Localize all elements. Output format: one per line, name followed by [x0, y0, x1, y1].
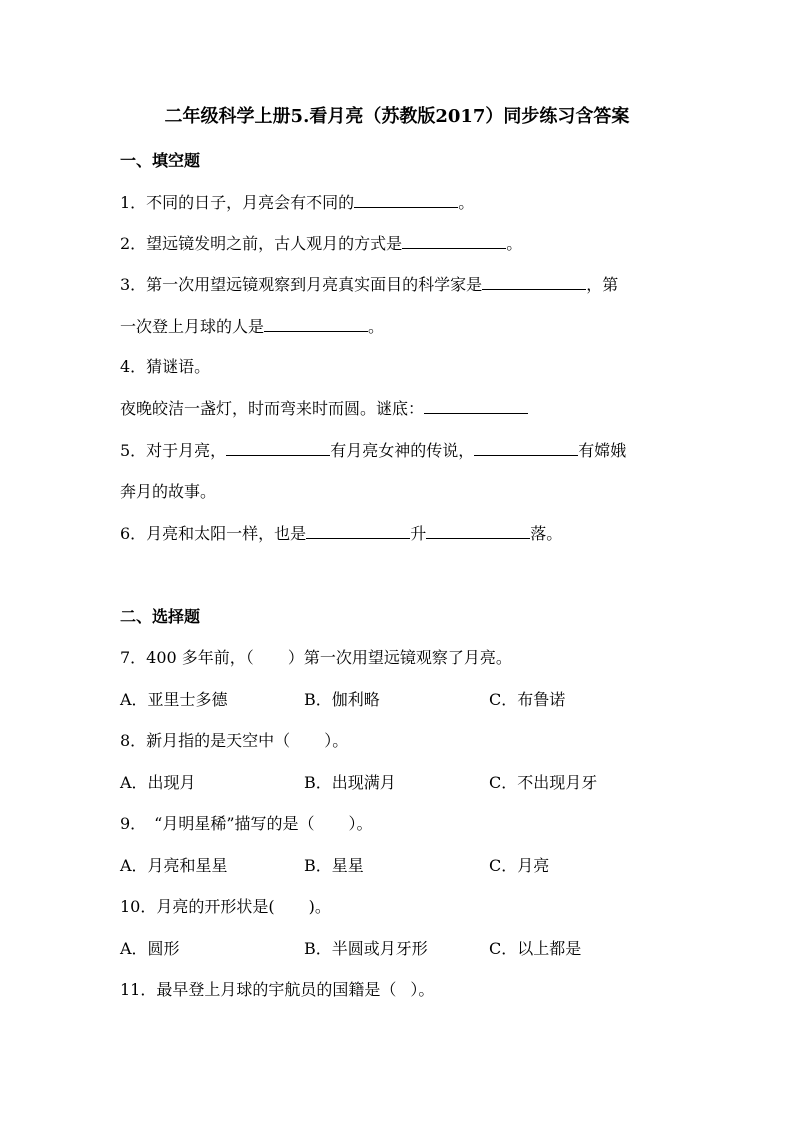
question-text: )。 [308, 897, 331, 916]
answer-blank[interactable] [482, 273, 586, 290]
option-a[interactable]: A．亚里士多德 [120, 690, 228, 709]
option-c[interactable]: C．月亮 [489, 856, 550, 875]
option-c[interactable]: C．布鲁诺 [489, 690, 566, 709]
option-c[interactable]: C．以上都是 [489, 939, 582, 958]
answer-blank[interactable] [426, 522, 530, 539]
question-text: 有嫦娥 [578, 441, 627, 460]
question-1 [120, 191, 474, 214]
option-a[interactable]: A．圆形 [120, 939, 180, 958]
question-4: 4．猜谜语。 [120, 357, 211, 376]
question-text: 5．对于月亮， [120, 441, 227, 460]
question-text: ）第一次用望远镜观察了月亮。 [287, 648, 512, 667]
question-text: 。 [368, 317, 385, 336]
question-text: 10．月亮的开形状是( [120, 897, 275, 916]
answer-blank[interactable] [474, 439, 578, 456]
question-text: ，第 [586, 275, 619, 294]
question-text: 2．望远镜发明之前，古人观月的方式是 [120, 234, 403, 253]
question-11 [120, 979, 434, 1001]
question-text: 8．新月指的是天空中（ [120, 731, 291, 750]
document-title: 二年级科学上册5.看月亮（苏教版2017）同步练习含答案 [164, 106, 630, 127]
section-heading-fill-in: 一、填空题 [120, 151, 201, 170]
option-a[interactable]: A．出现月 [120, 773, 196, 792]
question-2 [120, 232, 522, 255]
option-a[interactable]: A．月亮和星星 [120, 856, 228, 875]
question-7 [120, 647, 512, 669]
question-text: 。 [458, 193, 475, 212]
option-b[interactable]: B．出现满月 [304, 773, 396, 792]
question-5-line-2: 奔月的故事。 [120, 482, 217, 501]
question-text: 升 [410, 524, 427, 543]
question-5-line-1 [120, 439, 626, 462]
answer-blank[interactable] [354, 191, 458, 208]
answer-blank[interactable] [402, 232, 506, 249]
question-text: ）。 [348, 814, 373, 833]
question-text: 7．400 多年前，（ [120, 648, 254, 667]
question-text: 一次登上月球的人是 [120, 317, 265, 336]
option-c[interactable]: C．不出现月牙 [489, 773, 598, 792]
option-b[interactable]: B．伽利略 [304, 690, 380, 709]
question-text: 有月亮女神的传说， [330, 441, 475, 460]
question-4-riddle [120, 397, 528, 420]
question-text: 3．第一次用望远镜观察到月亮真实面目的科学家是 [120, 275, 483, 294]
option-b[interactable]: B．星星 [304, 856, 364, 875]
question-6 [120, 522, 562, 545]
option-b[interactable]: B．半圆或月牙形 [304, 939, 428, 958]
section-heading-choice: 二、选择题 [120, 607, 201, 626]
question-text: ）。 [324, 731, 349, 750]
question-text: 。 [506, 234, 523, 253]
answer-blank[interactable] [306, 522, 410, 539]
question-text: ）。 [410, 980, 435, 999]
answer-blank[interactable] [424, 397, 528, 414]
question-9 [120, 813, 373, 835]
question-3-line-1 [120, 273, 618, 296]
question-3-line-2 [120, 315, 384, 338]
question-text: 6．月亮和太阳一样，也是 [120, 524, 307, 543]
question-8 [120, 730, 348, 752]
answer-blank[interactable] [264, 315, 368, 332]
question-10 [120, 896, 331, 918]
question-text: 11．最早登上月球的宇航员的国籍是（ [120, 980, 397, 999]
question-text: 落。 [530, 524, 563, 543]
question-text: 1．不同的日子，月亮会有不同的 [120, 193, 355, 212]
question-text: 夜晚皎洁一盏灯，时而弯来时而圆。谜底： [120, 399, 425, 418]
answer-blank[interactable] [226, 439, 330, 456]
question-text: 9． “月明星稀”描写的是（ [120, 814, 315, 833]
